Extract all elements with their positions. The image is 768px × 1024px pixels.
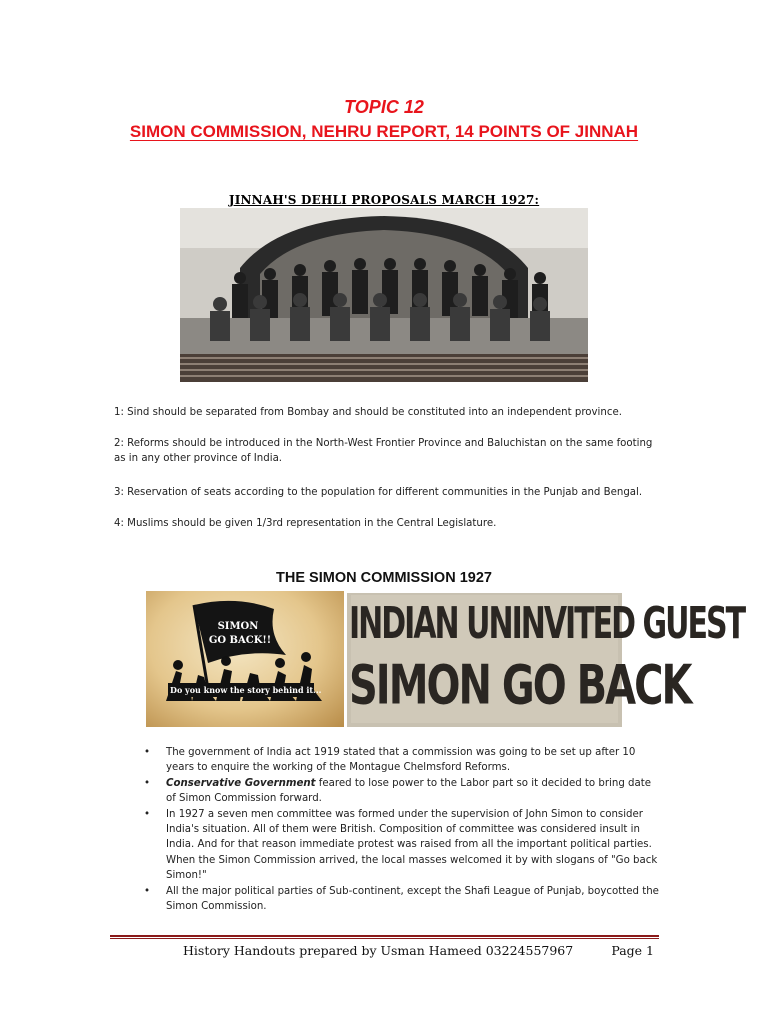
simon-commission-bullets bbox=[144, 745, 664, 914]
section-heading-delhi-proposals: JINNAH'S DEHLI PROPOSALS MARCH 1927: bbox=[228, 193, 540, 207]
bullet-text: The government of India act 1919 stated that a commission was going to be set up after 10 years to enquire the working of the Montague Chelmsford Reforms. bbox=[166, 747, 636, 774]
page-footer bbox=[183, 943, 658, 958]
simon-go-back-poster bbox=[146, 591, 344, 727]
footer-divider bbox=[110, 935, 659, 937]
bullet-text: All the major political parties of Sub-continent, except the Shafi League of Punjab, boycotted the Simon Commission. bbox=[166, 885, 659, 913]
list-item bbox=[144, 745, 664, 776]
footer-divider-thin bbox=[110, 938, 659, 939]
poster-flag-text: SIMON bbox=[217, 621, 259, 632]
page-title bbox=[0, 122, 768, 142]
simon-go-back-newspaper bbox=[347, 593, 745, 727]
proposal-item: 1: Sind should be separated from Bombay and should be constituted into an independent province. bbox=[114, 407, 622, 418]
bullet-text: feared to lose power to the Labor part so it decided to bring date of Simon Commission forward. bbox=[166, 777, 652, 805]
list-item bbox=[144, 884, 664, 915]
bullet-text: In 1927 a seven men committee was formed under the supervision of John Simon to consider India's situation. All of them were British. Composition of committee was considered insult in India. And for that reason immediate protest was raised from all the important political parties. When the Simon Commission arrived, the local masses welcomed it by with slogans of "Go back Simon!" bbox=[166, 808, 658, 882]
list-item bbox=[144, 807, 664, 884]
bullet-icon: • bbox=[144, 777, 151, 789]
page-number: Page 1 bbox=[611, 943, 654, 958]
poster-banner-text: Do you know the story behind it... bbox=[170, 685, 322, 695]
proposal-item: 3: Reservation of seats according to the population for different communities in the Punjab and Bengal. bbox=[114, 487, 643, 498]
bullet-icon: • bbox=[144, 885, 151, 897]
proposal-item: 4: Muslims should be given 1/3rd representation in the Central Legislature. bbox=[114, 518, 497, 529]
bullet-icon: • bbox=[144, 808, 151, 820]
group-photo-illustration bbox=[180, 208, 588, 382]
list-item bbox=[144, 776, 664, 807]
newspaper-headline-1: INDIAN UNINVITED GUEST bbox=[349, 599, 745, 650]
proposal-item: 2: Reforms should be introduced in the North-West Frontier Province and Baluchistan on the same footing as in any other province of India. bbox=[114, 438, 653, 464]
protest-flag-illustration bbox=[146, 591, 344, 727]
poster-flag-text-2: GO BACK!! bbox=[208, 635, 272, 646]
topic-label: TOPIC 12 bbox=[344, 97, 424, 117]
newspaper-headline-2: SIMON GO BACK bbox=[349, 655, 691, 718]
page-title-text: SIMON COMMISSION, NEHRU REPORT, 14 POINTS OF JINNAH bbox=[129, 122, 639, 141]
footer-credit: History Handouts prepared by Usman Hameed 03224557967 bbox=[183, 943, 574, 958]
group-photo bbox=[180, 208, 588, 382]
section-heading-simon-commission: THE SIMON COMMISSION 1927 bbox=[276, 570, 492, 586]
bullet-emphasis: Conservative Government bbox=[166, 777, 316, 789]
bullet-icon: • bbox=[144, 747, 151, 758]
